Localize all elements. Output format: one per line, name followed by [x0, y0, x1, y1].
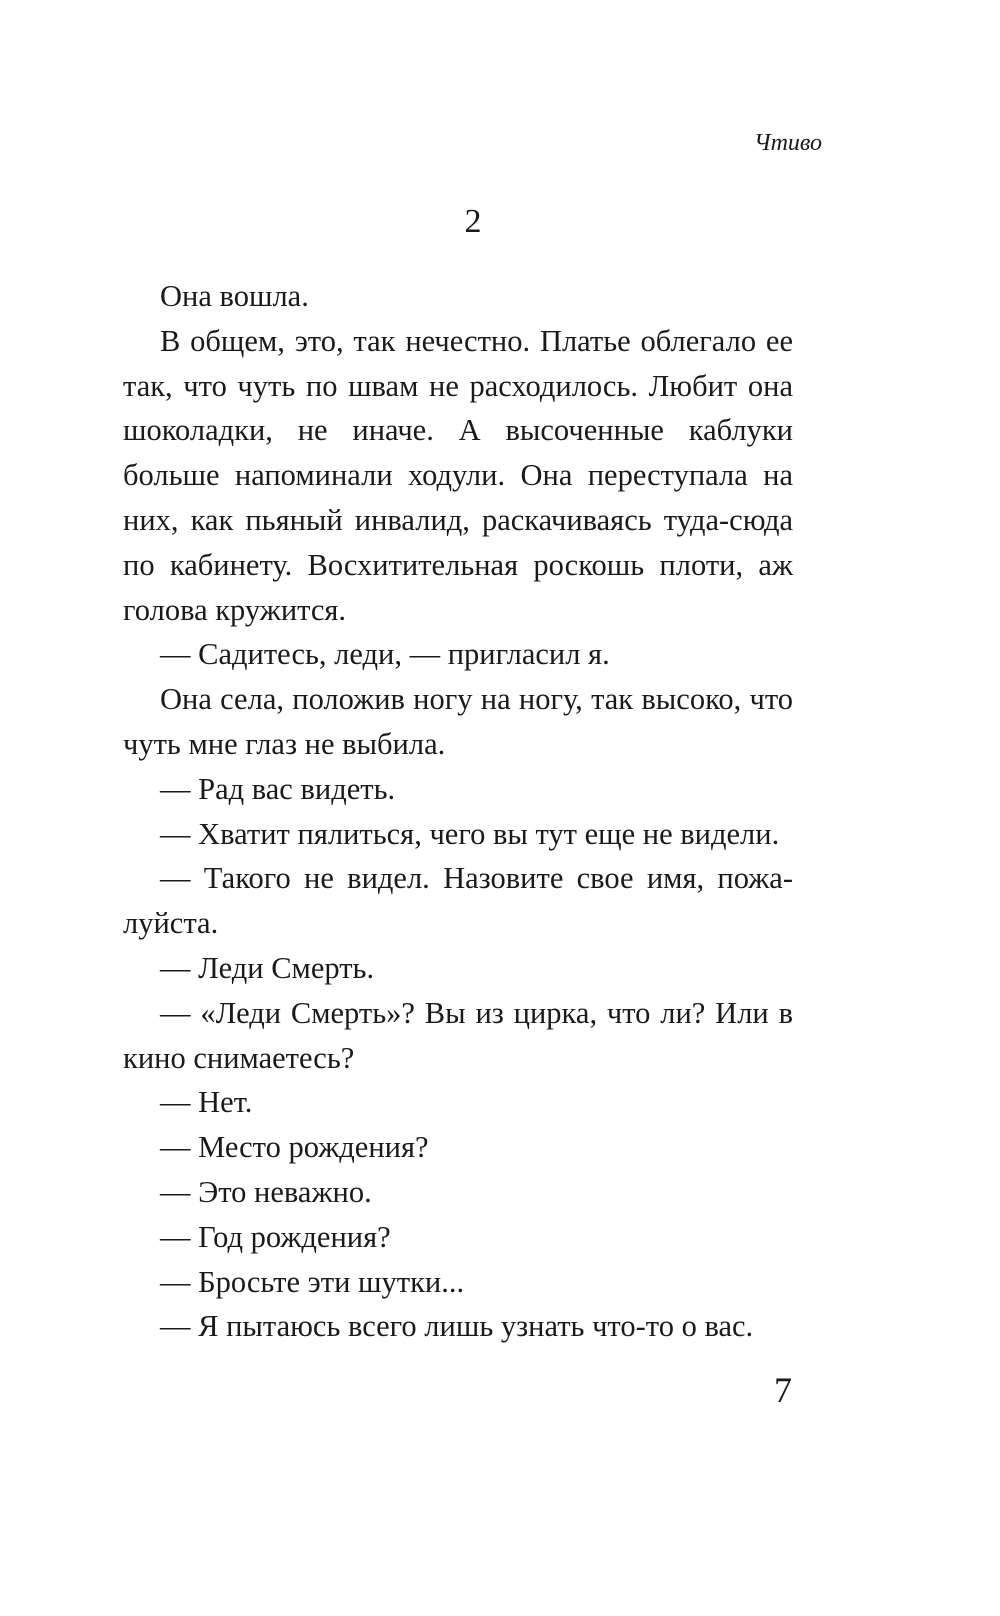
- chapter-number: 2: [464, 203, 482, 240]
- paragraph: — Я пытаюсь всего лишь узнать что-то о вас.: [160, 1309, 754, 1344]
- paragraph: Она вошла.: [160, 279, 309, 313]
- paragraph: — Такого не видел. Назовите свое имя, пожалуйста.: [123, 861, 793, 941]
- paragraph: — Место рождения?: [160, 1130, 429, 1165]
- paragraph: Она села, положив ногу на ногу, так высоко, что чуть мне глаз не выбила.: [123, 682, 793, 761]
- paragraph: — Нет.: [160, 1085, 253, 1120]
- text-body: [123, 274, 793, 1349]
- page-number: 7: [774, 1370, 792, 1410]
- paragraph: — Садитесь, леди, — пригласил я.: [160, 637, 610, 672]
- paragraph: В общем, это, так нечестно. Платье облегало ее так, что чуть по швам не расходилось. Любит она шоколадки, не иначе. А высоченные каблуки больше напоминали ходули. Она переступала на них, как пьяный инвалид, раскачиваясь туда-сюда по кабинету. Восхитительная роскошь плоти, аж голова кружится.: [123, 323, 793, 627]
- running-head: Чтиво: [754, 130, 822, 156]
- paragraph: — «Леди Смерть»? Вы из цирка, что ли? Или в кино снимаетесь?: [123, 995, 793, 1075]
- paragraph: — Рад вас видеть.: [160, 771, 396, 806]
- paragraph: — Это неважно.: [160, 1174, 372, 1209]
- paragraph: — Год рождения?: [160, 1219, 391, 1254]
- paragraph: — Леди Смерть.: [160, 950, 375, 985]
- paragraph: — Хватит пялиться, чего вы тут еще не видели.: [160, 816, 780, 851]
- paragraph: — Бросьте эти шутки...: [160, 1264, 465, 1299]
